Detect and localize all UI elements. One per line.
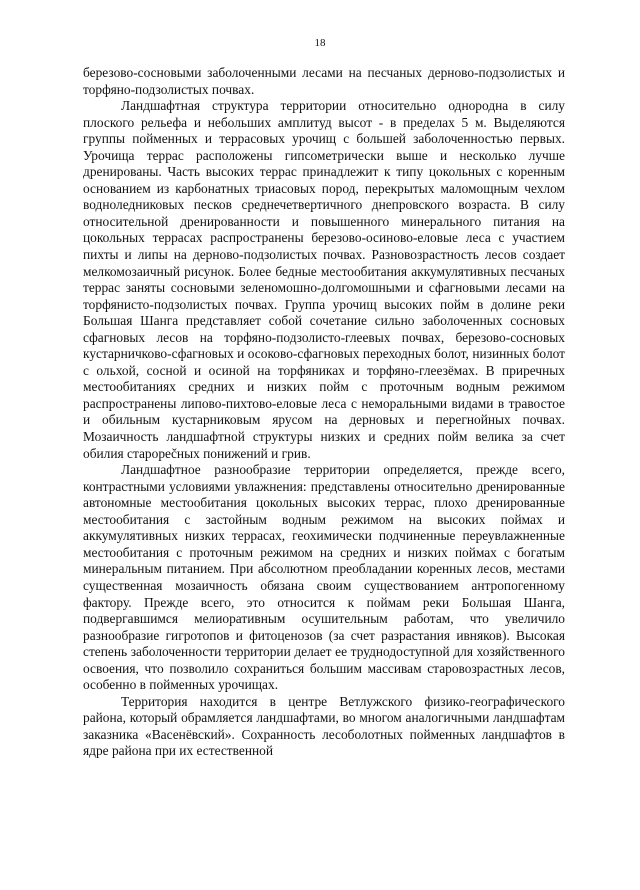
paragraph-territory-location: Территория находится в центре Ветлужского физико-географического района, который обрамляется ландшафтами, во многом аналогичными ландшафтам заказника «Васенёвский». Сохранность лесоболотных пойменных ландшафтов в ядре района при их естественной — [83, 693, 565, 759]
paragraph-landscape-diversity: Ландшафтное разнообразие территории определяется, прежде всего, контрастными условиями увлажнения: представлены относительно дренированные автономные местообитания цокольных высоких террас, плохо дренированные местообитания с застойным водным режимом на высоких поймах и аккумулятивных низких террасах, геохимически подчиненные переувлажненные местообитания с проточным режимом на средних и низких поймах с богатым минеральным питанием. При абсолютном преобладании коренных лесов, местами существенная мозаичность обязана своим существованием антропогенному фактору. Прежде всего, это относится к поймам реки Большая Шанга, подвергавшимся мелиоративным осушительным работам, что увеличило разнообразие гигротопов и фитоценозов (за счет разрастания ивняков). Высокая степень заболоченности территории делает ее труднодоступной для хозяйственного освоения, что позволило сохраниться большим массивам старовозрастных лесов, особенно в пойменных урочищах. — [83, 462, 565, 693]
document-body — [83, 65, 565, 760]
paragraph-continuation: березово-сосновыми заболоченными лесами на песчаных дерново-подзолистых и торфяно-подзолистых почвах. — [83, 65, 565, 97]
page-number: 18 — [314, 37, 326, 49]
paragraph-landscape-structure: Ландшафтная структура территории относительно однородна в силу плоского рельефа и небольших амплитуд высот - в пределах 5 м. Выделяются группы пойменных и террасовых урочищ с большей заболоченностью первых. Урочища террас расположены гипсометрически выше и несколько лучше дренированы. Часть высоких террас принадлежит к типу цокольных с коренным основанием из карбонатных триасовых пород, перекрытых маломощным чехлом водноледниковых песков среднечетвертичного днепровского возраста. В силу относительной дренированности и повышенного минерального питания на цокольных террасах распространены березово-осиново-еловые леса с участием пихты и липы на дерново-подзолистых почвах. Разновозрастность лесов создает мелкомозаичный рисунок. Более бедные местообитания аккумулятивных песчаных террас заняты сосновыми зеленомошно-долгомошными и сфагновыми лесами на торфянисто-подзолистых почвах. Группа урочищ высоких пойм в долине реки Большая Шанга представляет собой сочетание сильно заболоченных сосновых сфагновых лесов на торфяно-подзолисто-глеевых почвах, березово-сосновых кустарничково-сфагновых и осоково-сфагновых переходных болот, низинных болот с ольхой, сосной и осиной на торфяниках и торфяно-глеезёмах. В приречных местообитаниях средних и низких пойм с проточным водным режимом распространены липово-пихтово-еловые леса с неморальными видами в травостое и обильным кустарниковым ярусом на дерновых и перегнойных почвах. Мозаичность ландшафтной структуры низких и средних пойм велика за счет обилия старорečных понижений и грив. — [83, 98, 565, 461]
